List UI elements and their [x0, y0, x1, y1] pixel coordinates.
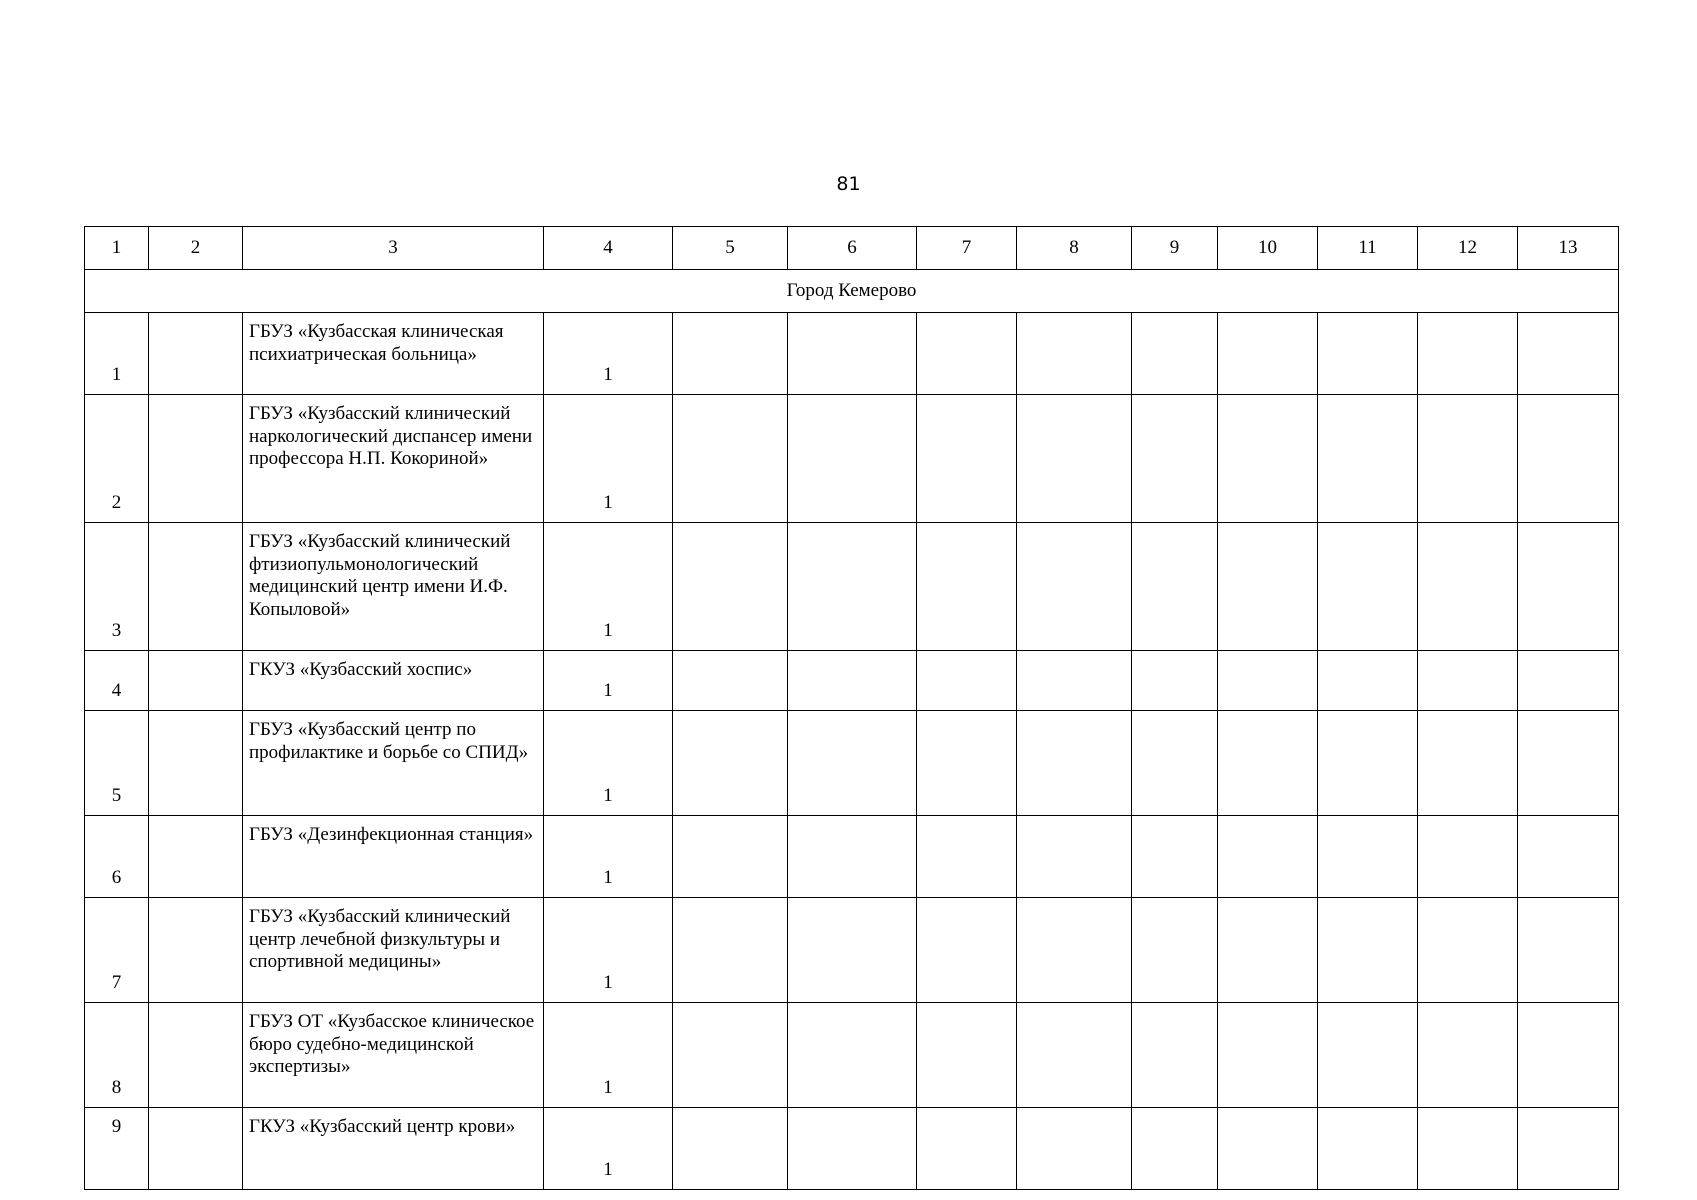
count-cell: 1: [544, 1108, 673, 1190]
cell-col-2: [149, 395, 243, 523]
row-number: 1: [85, 313, 149, 395]
empty-cell: [1418, 651, 1518, 711]
empty-cell: [1017, 523, 1132, 651]
column-header: 5: [673, 227, 788, 270]
institution-name: ГБУЗ «Кузбасский клинический фтизиопульмонологический медицинский центр имени И.Ф. Копыловой»: [243, 523, 544, 651]
empty-cell: [917, 898, 1017, 1003]
empty-cell: [1518, 1003, 1619, 1108]
empty-cell: [1518, 711, 1619, 816]
count-cell: 1: [544, 395, 673, 523]
empty-cell: [917, 395, 1017, 523]
column-header: 8: [1017, 227, 1132, 270]
count-cell: 1: [544, 1003, 673, 1108]
empty-cell: [1418, 313, 1518, 395]
column-header-row: [85, 227, 1619, 270]
column-header: 13: [1518, 227, 1619, 270]
section-title: Город Кемерово: [85, 270, 1619, 313]
empty-cell: [1017, 1108, 1132, 1190]
row-number: 9: [85, 1108, 149, 1190]
table-row: [85, 898, 1619, 1003]
column-header: 4: [544, 227, 673, 270]
empty-cell: [788, 711, 917, 816]
empty-cell: [1418, 898, 1518, 1003]
empty-cell: [1318, 816, 1418, 898]
empty-cell: [1132, 711, 1218, 816]
count-cell: 1: [544, 711, 673, 816]
row-number: 7: [85, 898, 149, 1003]
empty-cell: [673, 651, 788, 711]
column-header: 1: [85, 227, 149, 270]
empty-cell: [673, 816, 788, 898]
empty-cell: [917, 651, 1017, 711]
empty-cell: [673, 711, 788, 816]
column-header: 11: [1318, 227, 1418, 270]
cell-col-2: [149, 898, 243, 1003]
empty-cell: [1132, 523, 1218, 651]
table-row: [85, 523, 1619, 651]
empty-cell: [788, 1003, 917, 1108]
cell-col-2: [149, 313, 243, 395]
empty-cell: [788, 816, 917, 898]
empty-cell: [1418, 523, 1518, 651]
row-number: 4: [85, 651, 149, 711]
empty-cell: [1318, 523, 1418, 651]
empty-cell: [1218, 651, 1318, 711]
page-number: 81: [836, 173, 861, 195]
empty-cell: [1017, 313, 1132, 395]
empty-cell: [1418, 395, 1518, 523]
empty-cell: [788, 395, 917, 523]
row-number: 3: [85, 523, 149, 651]
empty-cell: [1132, 313, 1218, 395]
empty-cell: [1017, 651, 1132, 711]
column-header: 6: [788, 227, 917, 270]
empty-cell: [1218, 523, 1318, 651]
empty-cell: [788, 898, 917, 1003]
institution-name: ГБУЗ «Кузбасская клиническая психиатрическая больница»: [243, 313, 544, 395]
empty-cell: [1132, 651, 1218, 711]
empty-cell: [1218, 1003, 1318, 1108]
empty-cell: [673, 1108, 788, 1190]
cell-col-2: [149, 651, 243, 711]
column-header: 12: [1418, 227, 1518, 270]
empty-cell: [917, 523, 1017, 651]
cell-col-2: [149, 523, 243, 651]
column-header: 7: [917, 227, 1017, 270]
table-row: [85, 313, 1619, 395]
empty-cell: [788, 313, 917, 395]
empty-cell: [1518, 1108, 1619, 1190]
cell-col-2: [149, 1003, 243, 1108]
empty-cell: [917, 313, 1017, 395]
institution-name: ГБУЗ «Дезинфекционная станция»: [243, 816, 544, 898]
empty-cell: [788, 651, 917, 711]
empty-cell: [1518, 898, 1619, 1003]
cell-col-2: [149, 711, 243, 816]
cell-col-2: [149, 1108, 243, 1190]
empty-cell: [1218, 1108, 1318, 1190]
institution-name: ГКУЗ «Кузбасский хоспис»: [243, 651, 544, 711]
table-row: [85, 1108, 1619, 1190]
empty-cell: [788, 1108, 917, 1190]
section-row: [85, 270, 1619, 313]
column-header: 10: [1218, 227, 1318, 270]
empty-cell: [1132, 395, 1218, 523]
empty-cell: [1132, 816, 1218, 898]
row-number: 8: [85, 1003, 149, 1108]
empty-cell: [1132, 898, 1218, 1003]
empty-cell: [1418, 711, 1518, 816]
empty-cell: [673, 898, 788, 1003]
table-row: [85, 395, 1619, 523]
empty-cell: [673, 1003, 788, 1108]
empty-cell: [1518, 523, 1619, 651]
count-cell: 1: [544, 898, 673, 1003]
count-cell: 1: [544, 816, 673, 898]
table-row: [85, 711, 1619, 816]
empty-cell: [1132, 1003, 1218, 1108]
empty-cell: [1218, 313, 1318, 395]
column-header: 2: [149, 227, 243, 270]
column-header: 9: [1132, 227, 1218, 270]
empty-cell: [1318, 651, 1418, 711]
empty-cell: [917, 816, 1017, 898]
empty-cell: [788, 523, 917, 651]
table-row: [85, 1003, 1619, 1108]
empty-cell: [1132, 1108, 1218, 1190]
institution-name: ГКУЗ «Кузбасский центр крови»: [243, 1108, 544, 1190]
empty-cell: [673, 395, 788, 523]
empty-cell: [1518, 313, 1619, 395]
row-number: 5: [85, 711, 149, 816]
empty-cell: [1318, 1003, 1418, 1108]
empty-cell: [1318, 313, 1418, 395]
empty-cell: [917, 1003, 1017, 1108]
empty-cell: [1017, 395, 1132, 523]
empty-cell: [1318, 898, 1418, 1003]
count-cell: 1: [544, 523, 673, 651]
empty-cell: [1218, 395, 1318, 523]
empty-cell: [1318, 711, 1418, 816]
empty-cell: [1518, 651, 1619, 711]
empty-cell: [673, 523, 788, 651]
cell-col-2: [149, 816, 243, 898]
institution-name: ГБУЗ ОТ «Кузбасское клиническое бюро судебно-медицинской экспертизы»: [243, 1003, 544, 1108]
count-cell: 1: [544, 651, 673, 711]
empty-cell: [1017, 816, 1132, 898]
empty-cell: [1218, 816, 1318, 898]
institution-name: ГБУЗ «Кузбасский клинический центр лечебной физкультуры и спортивной медицины»: [243, 898, 544, 1003]
empty-cell: [917, 711, 1017, 816]
table-row: [85, 816, 1619, 898]
empty-cell: [1318, 1108, 1418, 1190]
empty-cell: [1218, 898, 1318, 1003]
empty-cell: [673, 313, 788, 395]
empty-cell: [1017, 711, 1132, 816]
empty-cell: [1518, 395, 1619, 523]
table-row: [85, 651, 1619, 711]
empty-cell: [1017, 898, 1132, 1003]
column-header: 3: [243, 227, 544, 270]
count-cell: 1: [544, 313, 673, 395]
empty-cell: [1318, 395, 1418, 523]
empty-cell: [1418, 1003, 1518, 1108]
institution-name: ГБУЗ «Кузбасский клинический наркологический диспансер имени профессора Н.П. Кокориной»: [243, 395, 544, 523]
empty-cell: [1218, 711, 1318, 816]
institution-name: ГБУЗ «Кузбасский центр по профилактике и борьбе со СПИД»: [243, 711, 544, 816]
empty-cell: [1418, 1108, 1518, 1190]
row-number: 6: [85, 816, 149, 898]
row-number: 2: [85, 395, 149, 523]
empty-cell: [1518, 816, 1619, 898]
empty-cell: [1418, 816, 1518, 898]
empty-cell: [917, 1108, 1017, 1190]
registry-table: [84, 226, 1619, 1190]
empty-cell: [1017, 1003, 1132, 1108]
